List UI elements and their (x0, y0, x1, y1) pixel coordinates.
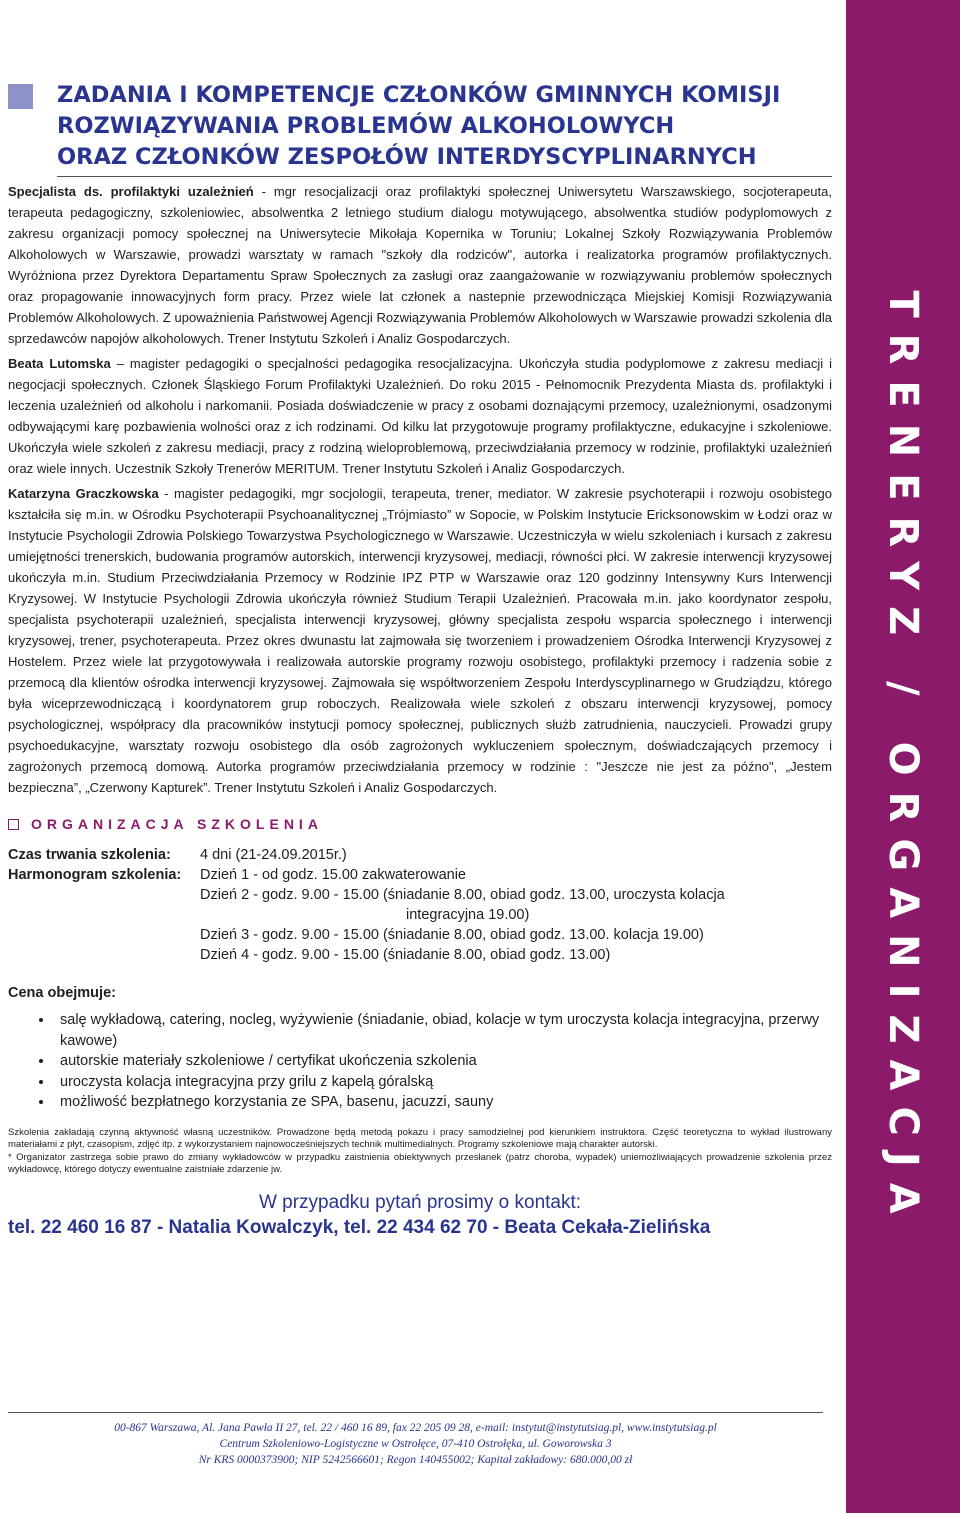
contact-label: W przypadku pytań prosimy o kontakt: (258, 1191, 582, 1213)
title-line: ORAZ CZŁONKÓW ZESPOŁÓW INTERDYSCYPLINARNYCH (57, 144, 757, 170)
page-title (57, 80, 837, 173)
footer-divider (8, 1412, 823, 1413)
schedule-item: Dzień 1 - od godz. 15.00 zakwaterowanie (200, 867, 466, 883)
sidebar-vertical-title: TRENERYZ / ORGANIZACJA (880, 290, 926, 1230)
bio-text: - magister pedagogiki, mgr socjologii, terapeuta, trener, mediator. W zakresie psychoterapii i rozwoju osobistego kształciła się m.in. w Ośrodku Psychoterapii Psychoanalitycznej „Trójmiasto” w Sopocie, w Polskim Instytucie Ericksonowskim w Łodzi oraz w Instytucie Psychologii Zdrowia Polskiego Towarzystwa Psychologicznego w Warszawie. Uczestniczyła w wielu szkoleniach i kursach z zakresu umiejętności trenerskich, budowania programów autorskich, interwencji kryzysowej, mediacji, równości płci. W zakresie interwencji kryzysowej ukończyła m.in. Studium Przeciwdziałania Przemocy w Rodzinie IPZ PTP w Warszawie oraz 120 godzinny Intensywny Kurs Interwencji Kryzysowej. W Instytucie Psychologii Zdrowia ukończyła również Studium Terapii Uzależnień. Pracowała m.in. jako koordynator zespołu, specjalista psychoterapii uzależnień, specjalista interwencji kryzysowej, główny specjalista zespołu wsparcia społecznego i interwencji kryzysowej, trener, psychoterapeuta. Przez okres dwunastu lat zajmowała się tworzeniem i prowadzeniem Ośrodka Interwencji Kryzysowej z Hostelem. Przez wiele lat przygotowywała i realizowała autorskie programy rozwoju osobistego, profilaktyki przemocy i radzenia sobie z przemocą dla klientów ośrodka interwencji kryzysowej. Zajmowała się współtworzeniem Zespołu Interdyscyplinarnego w Grudziądzu, którego była wiceprzewodniczącą i koordynatorem grup roboczych. Realizowała wiele szkoleń z obszaru interwencji kryzysowej, pomocy psychologicznej, współpracy dla pracowników instytucji pomocy społecznej, publicznych służb zatrudnienia, nauczycieli. Prowadzi grupy psychoedukacyjne, warsztaty rozwoju osobistego dla osób zagrożonych wykluczeniem społecznym, doświadczających przemocy i zagrożonych przemocą domową. Autorka programów przeciwdziałania przemocy w rodzinie : "Jeszcze nie jest za późno", „Jestem bezpieczna”, „Czerwony Kapturek”. Trener Instytutu Szkoleń i Analiz Gospodarczych. (8, 486, 832, 795)
schedule-row (8, 865, 832, 965)
title-divider (57, 176, 832, 177)
bio-text: - mgr resocjalizacji oraz profilaktyki społecznej Uniwersytetu Warszawskiego, socjoterapeuta, terapeuta pedagogiczny, szkoleniowiec, absolwentka 2 letniego studium dialogu motywującego, absolwentka studiów podyplomowych z zakresu organizacji pomocy społecznej na Uniwersytecie Mikołaja Kopernika w Toruniu; Lokalnej Szkoły Rozwiązywania Problemów Alkoholowych w Warszawie, prowadzi warsztaty w ramach "szkoły dla rodziców", autorka i realizatorka programów profilaktycznych. Wyróżniona przez Dyrektora Departamentu Spraw Społecznych za zasługi oraz zaangażowanie w rozwiązywaniu problemów społecznych oraz propagowanie innowacyjnych form pracy. Przez wiele lat członek a nastepnie przewodnicząca Miejskiej Komisji Rozwiązywania Problemów Alkoholowych. Z upoważnienia Państwowej Agencji Rozwiązywania Problemów Alkoholowych w Warszawie prowadzi szkolenia dla sprzedawców napojów alkoholowych. Trener Instytutu Szkoleń i Analiz Gospodarczych. (8, 184, 832, 346)
schedule-item: Dzień 3 - godz. 9.00 - 15.00 (śniadanie 8.00, obiad godz. 13.00. kolacja 19.00) (200, 927, 704, 943)
fine-print-paragraph: Szkolenia zakładają czynną aktywność własną uczestników. Prowadzone będą metodą pokazu i pracy samodzielnej pod kierunkiem instruktora. Część teoretyczna to wykład ilustrowany materiałami z płyt, czasopism, zdjęć itp. z wykorzystaniem najnowocześniejszych technik multimedialnych. Programy szkoleniowe mają charakter autorski. (8, 1126, 832, 1150)
bio-beata-lutomska (8, 353, 832, 479)
price-list (8, 1010, 832, 1113)
title-line: ROZWIĄZYWANIA PROBLEMÓW ALKOHOLOWYCH (57, 113, 675, 139)
schedule-label: Harmonogram szkolenia: (8, 867, 182, 883)
schedule-item: Dzień 2 - godz. 9.00 - 15.00 (śniadanie 8.00, obiad godz. 13.00, uroczysta kolacja (200, 887, 725, 903)
training-info (8, 845, 832, 965)
footer-registry: Nr KRS 0000373900; NIP 5242566601; Regon 140455002; Kapitał zakładowy: 680.000,00 zł (198, 1454, 633, 1466)
footer-center: Centrum Szkoleniowo-Logistyczne w Ostrołęce, 07-410 Ostrołęka, ul. Goworowska 3 (219, 1438, 612, 1450)
checkbox-icon (8, 819, 19, 830)
fine-print-paragraph: * Organizator zastrzega sobie prawo do zmiany wykładowców w przypadku zaistnienia obiektywnych przesłanek (patrz choroba, wypadek) uniemożliwiających prowadzenie szkolenia przez wykładowcę, którego dotyczy ewentualne zaistniałe zdarzenie jw. (8, 1151, 832, 1175)
footer (8, 1420, 823, 1468)
bio-text: – magister pedagogiki o specjalności pedagogika resocjalizacyjna. Ukończyła studia podyplomowe z zakresu mediacji i negocjacji społecznych. Członek Śląskiego Forum Profilaktyki Uzależnień. Do roku 2015 - Pełnomocnik Prezydenta Miasta ds. profilaktyki i leczenia uzależnień od alkoholu i narkomanii. Posiada doświadczenie w pracy z osobami doznającymi przemocy, uzależnionymi, osadzonymi odbywającymi karę pozbawienia wolności oraz z ich rodzinami. Od kilku lat przygotowuje programy profilaktyczne, edukacyjne i szkoleniowe. Ukończyła wiele szkoleń z zakresu mediacji, pracy z rodziną wieloproblemową, przeciwdziałania przemocy w rodzinie, profilaktyki uzależnień oraz wiele innych. Uczestnik Szkoły Trenerów MERITUM. Trener Instytutu Szkoleń i Analiz Gospodarczych. (8, 356, 832, 476)
organization-heading-text: ORGANIZACJA SZKOLENIA (31, 816, 323, 832)
bio-specialist (8, 181, 832, 349)
title-marker-square (8, 84, 33, 109)
schedule-item: integracyjna 19.00) (406, 907, 530, 923)
schedule-item: Dzień 4 - godz. 9.00 - 15.00 (śniadanie 8.00, obiad godz. 13.00) (200, 947, 611, 963)
title-line: ZADANIA I KOMPETENCJE CZŁONKÓW GMINNYCH KOMISJI (57, 82, 781, 108)
footer-address: 00-867 Warszawa, Al. Jana Pawła II 27, tel. 22 / 460 16 89, fax 22 205 09 28, e-mail: instytut@instytutsiag.pl, www.instytutsiag.pl (114, 1422, 717, 1434)
duration-label: Czas trwania szkolenia: (8, 847, 171, 863)
duration-row (8, 845, 832, 865)
sidebar-band (846, 0, 960, 1513)
bio-name: Specjalista ds. profilaktyki uzależnień (8, 184, 254, 199)
main-content (8, 181, 832, 1241)
price-item: • salę wykładową, catering, nocleg, wyżywienie (śniadanie, obiad, kolacje w tym uroczysta kolacja integracyjna, przerwy kawowe) (54, 1010, 832, 1051)
organization-heading (8, 814, 832, 835)
price-item: • uroczysta kolacja integracyjna przy grilu z kapelą góralską (54, 1072, 832, 1093)
contact-phones: tel. 22 460 16 87 - Natalia Kowalczyk, tel. 22 434 62 70 - Beata Cekała-Zielińska (8, 1216, 711, 1238)
price-label: Cena obejmuje: (8, 985, 116, 1001)
schedule-list (200, 865, 725, 965)
bio-name: Beata Lutomska (8, 356, 111, 371)
fine-print (8, 1127, 832, 1177)
price-item: • autorskie materiały szkoleniowe / certyfikat ukończenia szkolenia (54, 1051, 832, 1072)
duration-value: 4 dni (21-24.09.2015r.) (200, 847, 347, 863)
price-item: • możliwość bezpłatnego korzystania ze SPA, basenu, jacuzzi, sauny (54, 1092, 832, 1113)
bio-katarzyna-graczkowska (8, 483, 832, 798)
bio-name: Katarzyna Graczkowska (8, 486, 159, 501)
